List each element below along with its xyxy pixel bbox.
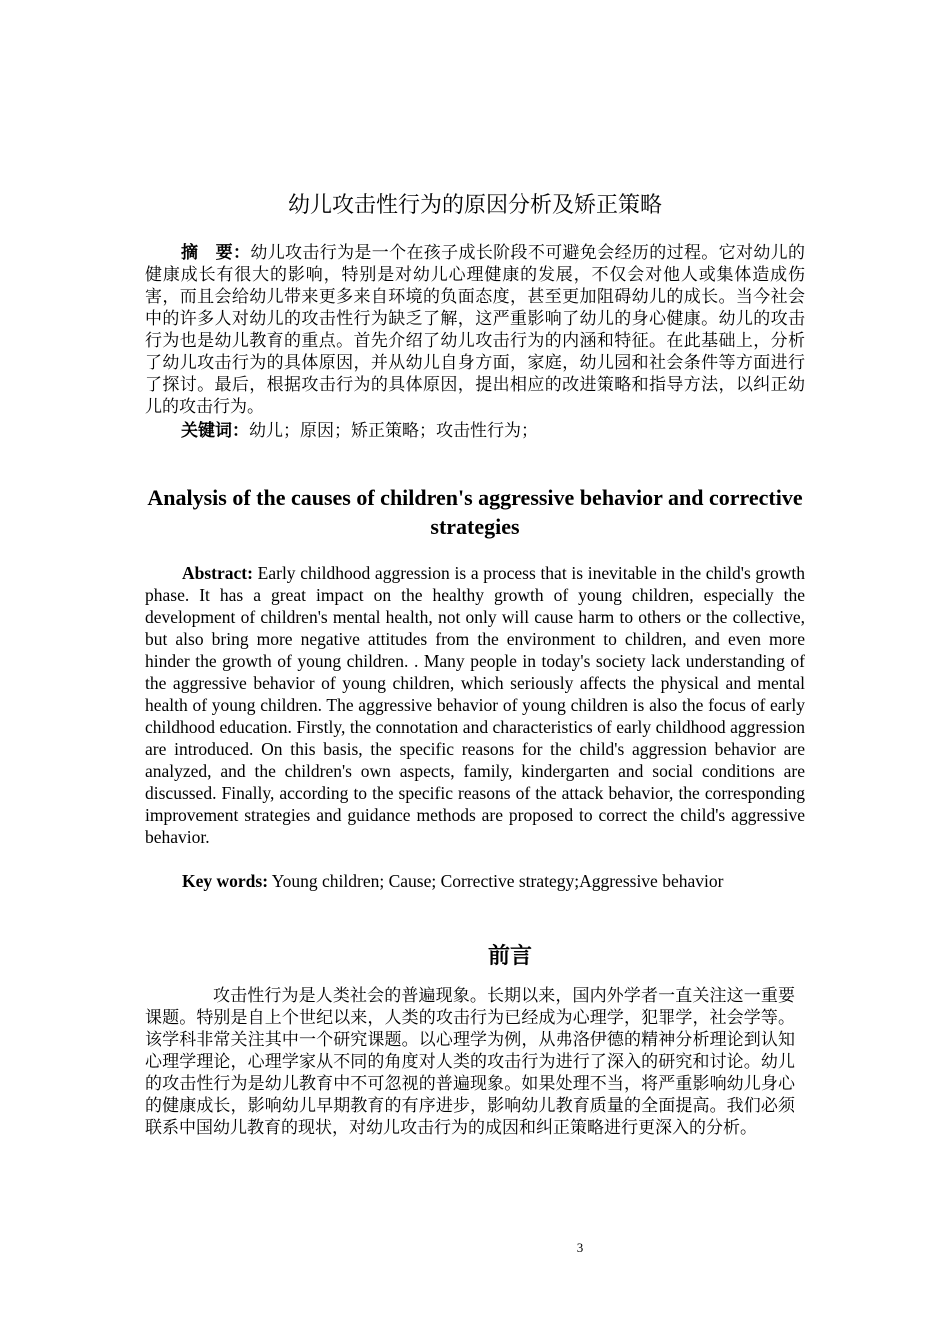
- chinese-abstract: [145, 242, 805, 418]
- english-title: Analysis of the causes of children's aggressive behavior and corrective strategies: [147, 485, 803, 539]
- english-keywords: [145, 870, 805, 892]
- english-abstract-text: Early childhood aggression is a process that is inevitable in the child's growth phase. It has a great impact on the healthy growth of young children, especially the development of children's mental health, not only will cause harm to others or the collective, but also bring more negative attitudes from the environment to children, and even more hinder the growth of young children. . Many people in today's society lack understanding of the aggressive behavior of young children, which seriously affects the physical and mental health of young children. The aggressive behavior of young children is also the focus of early childhood education. Firstly, the connotation and characteristics of early childhood aggression are introduced. On this basis, the specific reasons for the child's aggression behavior are analyzed, and the children's own aspects, family, kindergarten and social conditions are discussed. Finally, according to the specific reasons of the attack behavior, the corresponding improvement strategies and guidance methods are proposed to correct the child's aggressive behavior.: [145, 563, 806, 847]
- chinese-abstract-text: 幼儿攻击行为是一个在孩子成长阶段不可避免会经历的过程。它对幼儿的健康成长有很大的影响，特别是对幼儿心理健康的发展，不仅会对他人或集体造成伤害，而且会给幼儿带来更多来自环境的负面态度，甚至更加阻碍幼儿的成长。当今社会中的许多人对幼儿的攻击性行为缺乏了解，这严重影响了幼儿的身心健康。幼儿的攻击行为也是幼儿教育的重点。首先介绍了幼儿攻击行为的内涵和特征。在此基础上，分析了幼儿攻击行为的具体原因，并从幼儿自身方面，家庭，幼儿园和社会条件等方面进行了探讨。最后，根据攻击行为的具体原因，提出相应的改进策略和指导方法，以纠正幼儿的攻击行为。: [145, 243, 806, 417]
- chinese-keywords-label: 关键词：: [181, 421, 249, 441]
- page-number: 3: [576, 1240, 584, 1255]
- english-abstract-label: Abstract:: [182, 563, 253, 583]
- chinese-abstract-label: 摘 要：: [181, 243, 251, 263]
- preface-title: 前言: [487, 944, 532, 969]
- english-keywords-label: Key words:: [182, 871, 269, 891]
- english-abstract: [145, 562, 805, 848]
- english-keywords-text: Young children; Cause; Corrective strategy;Aggressive behavior: [271, 871, 724, 891]
- chinese-title: 幼儿攻击性行为的原因分析及矫正策略: [287, 193, 662, 218]
- preface-body: 攻击性行为是人类社会的普遍现象。长期以来，国内外学者一直关注这一重要课题。特别是自上个世纪以来，人类的攻击行为已经成为心理学，犯罪学，社会学等。该学科非常关注其中一个研究课题。以心理学为例，从弗洛伊德的精神分析理论到认知心理学理论，心理学家从不同的角度对人类的攻击行为进行了深入的研究和讨论。幼儿的攻击性行为是幼儿教育中不可忽视的普遍现象。如果处理不当，将严重影响幼儿身心的健康成长，影响幼儿早期教育的有序进步，影响幼儿教育质量的全面提高。我们必须联系中国幼儿教育的现状，对幼儿攻击行为的成因和纠正策略进行更深入的分析。: [145, 986, 795, 1138]
- chinese-keywords-text: 幼儿；原因；矫正策略；攻击性行为；: [249, 421, 538, 441]
- chinese-keywords: [145, 420, 805, 442]
